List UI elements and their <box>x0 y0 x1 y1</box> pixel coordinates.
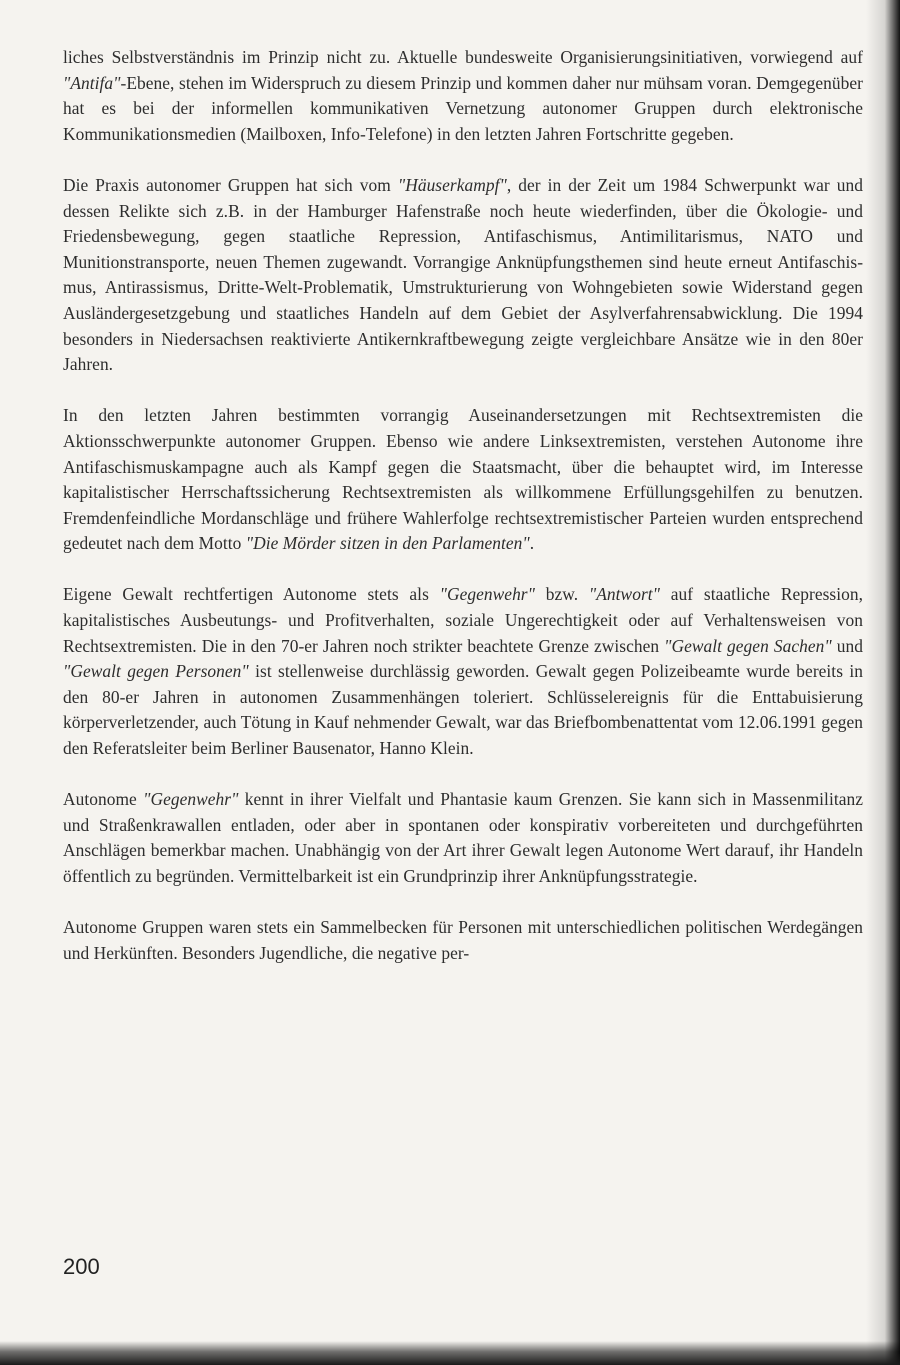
text-run: kennt in ihrer Vielfalt und Phantasie kaum Grenzen. Sie kann sich in Massenmilitanz und Straßenkrawallen entladen, oder aber in spontanen oder konspirativ vorbereiteten und durchgeführten Anschlägen bemerkbar machen. Unabhängig von der Art ihrer Gewalt legen Autonome Wert darauf, ihr Handeln öffentlich zu begründen. Vermittelbarkeit ist ein Grundprinzip ihrer Anknüpfungsstrategie. <box>63 789 863 886</box>
text-run: Die Praxis autonomer Gruppen hat sich vom <box>63 174 398 195</box>
italic-quote: "Gewalt gegen Personen" <box>63 661 249 682</box>
text-run: , der in der Zeit um 1984 Schwerpunkt war und dessen Relikte sich z.B. in der Hamburger Hafenstraße noch heute wiederfinden, über die Ökologie- und Friedensbewegung, gegen staatliche Repression, Antifaschismus, Antimilitarismus, NATO und Munitionstransporte, neuen Themen zugewandt. Vorrangige Anknüpfungsthemen sind heute erneut Antifaschismus, Antirassismus, Dritte-Welt-Problematik, Umstrukturierung von Wohngebieten sowie Widerstand gegen Ausländergesetzgebung und staatliches Handeln auf dem Gebiet der Asylverfahrensabwicklung. Die 1994 besonders in Niedersachsen reaktivierte Antikernkraftbewegung zeigte vergleichbare Ansätze wie in den 80er Jahren. <box>63 174 863 375</box>
text-run: . <box>529 533 535 554</box>
text-run: auf staatliche Repression, kapitalistisches Ausbeutungs- und Profitverhalten, soziale Ungerechtigkeit oder auf Verhaltensweisen von Rechtsextremisten. Die in den 70-er Jahren noch strikter beachtete Grenze zwischen <box>63 584 863 656</box>
text-run: ist stellenweise durchlässig geworden. Gewalt gegen Polizeibeamte wurde bereits in den 80-er Jahren in autonomen Zusammenhängen toleriert. Schlüsselereignis für die Enttabuisierung körperverletzender, auch Tötung in Kauf nehmender Gewalt, war das Briefbombenattentat vom 12.06.1991 gegen den Referatsleiter beim Berliner Bausenator, Hanno Klein. <box>63 661 863 759</box>
italic-quote: "Antifa" <box>63 72 121 93</box>
italic-quote: "Gegenwehr" <box>143 789 239 810</box>
page-number: 200 <box>63 1254 100 1279</box>
body-text <box>63 45 863 966</box>
italic-quote: "Häuserkampf" <box>397 174 507 195</box>
paragraph-4 <box>63 582 863 761</box>
italic-quote: "Antwort" <box>588 584 661 605</box>
italic-quote: "Gegenwehr" <box>439 584 535 605</box>
paragraph-1 <box>63 45 863 147</box>
text-run: bzw. <box>534 584 589 605</box>
paragraph-5 <box>63 787 863 889</box>
scan-bottom-shadow <box>0 1341 900 1365</box>
paragraph-2 <box>63 173 863 378</box>
text-run: Eigene Gewalt rechtfertigen Autonome stets als <box>63 584 440 605</box>
italic-quote: "Gewalt gegen Sachen" <box>664 635 832 656</box>
text-run: Autonome Gruppen waren stets ein Sammelbecken für Personen mit unterschiedlichen politischen Werdegängen und Herkünften. Besonders Jugendliche, die negative per- <box>63 917 863 963</box>
text-run: liches Selbstverständnis im Prinzip nicht zu. Aktuelle bundesweite Organisierungsinitiativen, vorwiegend auf <box>63 47 863 67</box>
italic-quote: "Die Mörder sitzen in den Parlamenten" <box>245 533 530 554</box>
text-run: und <box>831 635 863 656</box>
page-edge-shadow <box>866 0 900 1365</box>
text-run: -Ebene, stehen im Widerspruch zu diesem Prinzip und kommen daher nur mühsam voran. Demgegenüber hat es bei der informellen kommunikativen Vernetzung autonomer Gruppen durch elektronische Kommunikationsmedien (Mailboxen, Info-Telefone) in den letzten Jahren Fortschritte gegeben. <box>63 72 863 144</box>
paragraph-6 <box>63 915 863 966</box>
paragraph-3 <box>63 403 863 557</box>
text-run: Autonome <box>63 789 144 810</box>
text-run: In den letzten Jahren bestimmten vorrangig Auseinandersetzungen mit Rechtsextremisten die Aktionsschwerpunkte autonomer Gruppen. Ebenso wie andere Linksextremisten, verstehen Autonome ihre Antifaschismuskampagne auch als Kampf gegen die Staatsmacht, über die behauptet wird, im Interesse kapitalistischer Herrschaftssicherung Rechtsextremisten als willkommene Erfüllungsgehilfen zu benutzen. Fremdenfeindliche Mordanschläge und frühere Wahlerfolge rechtsextremistischer Parteien wurden entsprechend gedeutet nach dem Motto <box>63 405 863 554</box>
